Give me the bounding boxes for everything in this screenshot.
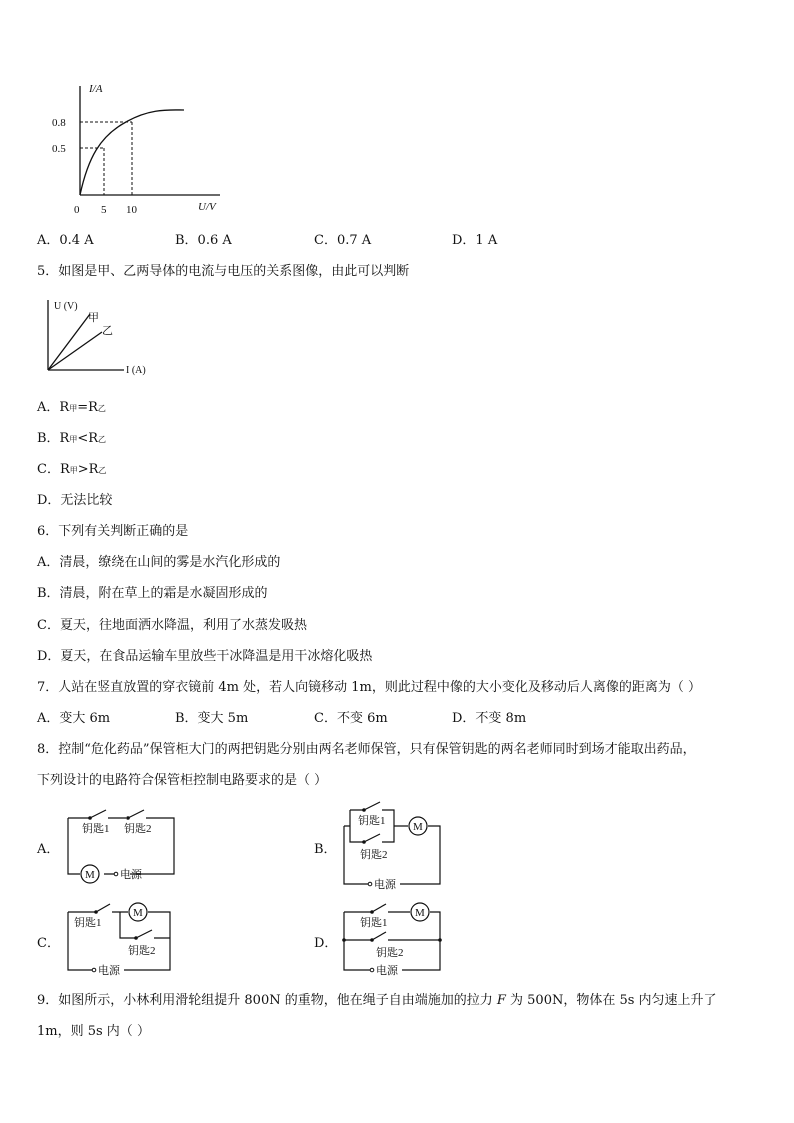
q4-current-voltage-graph [40,78,240,218]
q7-option-d: D．不变 8m [452,711,527,726]
q8-c-key1: 钥匙1 [74,917,102,929]
q8-label-b: B． [314,842,337,857]
q8-a-motor: M [85,869,95,881]
q7-option-c: C．不变 6m [314,711,388,726]
q5-option-a: A．R甲=R乙 [37,400,106,415]
q4-x-tick-10: 10 [126,204,137,216]
q7-option-a: A．变大 6m [37,711,111,726]
q5-x-axis-label: I (A) [126,365,146,376]
q8-circuit-c [66,898,176,980]
q4-y-axis-label: I/A [89,83,103,95]
q5-option-d: D．无法比较 [37,493,113,508]
q8-a-power: 电源 [120,869,142,881]
q8-stem-line1: 8．控制“危化药品”保管柜大门的两把钥匙分别由两名老师保管，只有保管钥匙的两名老师同时到场才能取出药品， [37,742,696,757]
q6-stem: 6．下列有关判断正确的是 [37,524,189,539]
q9-stem-line1: 9．如图所示，小林利用滑轮组提升 800N 的重物，他在绳子自由端施加的拉力 F 为 500N，物体在 5s 内匀速上升了 [37,993,717,1008]
q5-voltage-current-graph [40,296,170,380]
q5-line-jia-label: 甲 [88,312,99,324]
q8-c-motor: M [133,907,143,919]
q4-option-a: A．0.4 A [37,233,94,248]
q4-option-c: C．0.7 A [314,233,372,248]
q8-circuit-d [342,898,452,980]
q6-option-c: C．夏天，往地面洒水降温，利用了水蒸发吸热 [37,618,307,633]
q4-x-tick-0: 0 [74,204,80,216]
q9-stem-line2: 1m，则 5s 内（ ） [37,1024,150,1039]
q4-y-tick-0.5: 0.5 [52,143,66,155]
q6-option-a: A．清晨，缭绕在山间的雾是水汽化形成的 [37,555,281,570]
q5-line-yi-label: 乙 [102,325,113,337]
q8-label-d: D． [314,936,338,951]
q7-stem: 7．人站在竖直放置的穿衣镜前 4m 处，若人向镜移动 1m，则此过程中像的大小变化及移动后人离像的距离为（ ） [37,680,701,695]
q8-c-power: 电源 [98,965,120,977]
q8-label-c: C． [37,936,60,951]
q6-option-d: D．夏天，在食品运输车里放些干冰降温是用干冰熔化吸热 [37,649,373,664]
q8-c-key2: 钥匙2 [128,945,156,957]
q8-label-a: A． [37,842,60,857]
q8-circuit-b [342,800,452,892]
q5-option-b: B．R甲<R乙 [37,431,107,446]
q4-option-b: B．0.6 A [175,233,232,248]
q4-y-tick-0.8: 0.8 [52,117,66,129]
q8-d-key2: 钥匙2 [376,947,404,959]
q6-option-b: B．清晨，附在草上的霜是水凝固形成的 [37,586,268,601]
q7-option-b: B．变大 5m [175,711,249,726]
q9-force-symbol: F [496,993,506,1008]
q5-option-c: C．R甲>R乙 [37,462,107,477]
q8-b-key1: 钥匙1 [358,815,386,827]
q5-y-axis-label: U (V) [54,301,78,312]
q8-circuit-a [66,806,176,888]
q8-a-key1: 钥匙1 [82,823,110,835]
q8-b-key2: 钥匙2 [360,849,388,861]
q5-stem: 5．如图是甲、乙两导体的电流与电压的关系图像，由此可以判断 [37,264,410,279]
q8-a-key2: 钥匙2 [124,823,152,835]
q8-d-power: 电源 [376,965,398,977]
q8-d-key1: 钥匙1 [360,917,388,929]
q8-d-motor: M [415,907,425,919]
q8-stem-line2: 下列设计的电路符合保管柜控制电路要求的是（ ） [37,773,328,788]
q8-b-power: 电源 [374,879,396,891]
q4-option-d: D．1 A [452,233,498,248]
q4-x-tick-5: 5 [101,204,107,216]
q8-b-motor: M [413,821,423,833]
q4-x-axis-label: U/V [198,201,216,213]
